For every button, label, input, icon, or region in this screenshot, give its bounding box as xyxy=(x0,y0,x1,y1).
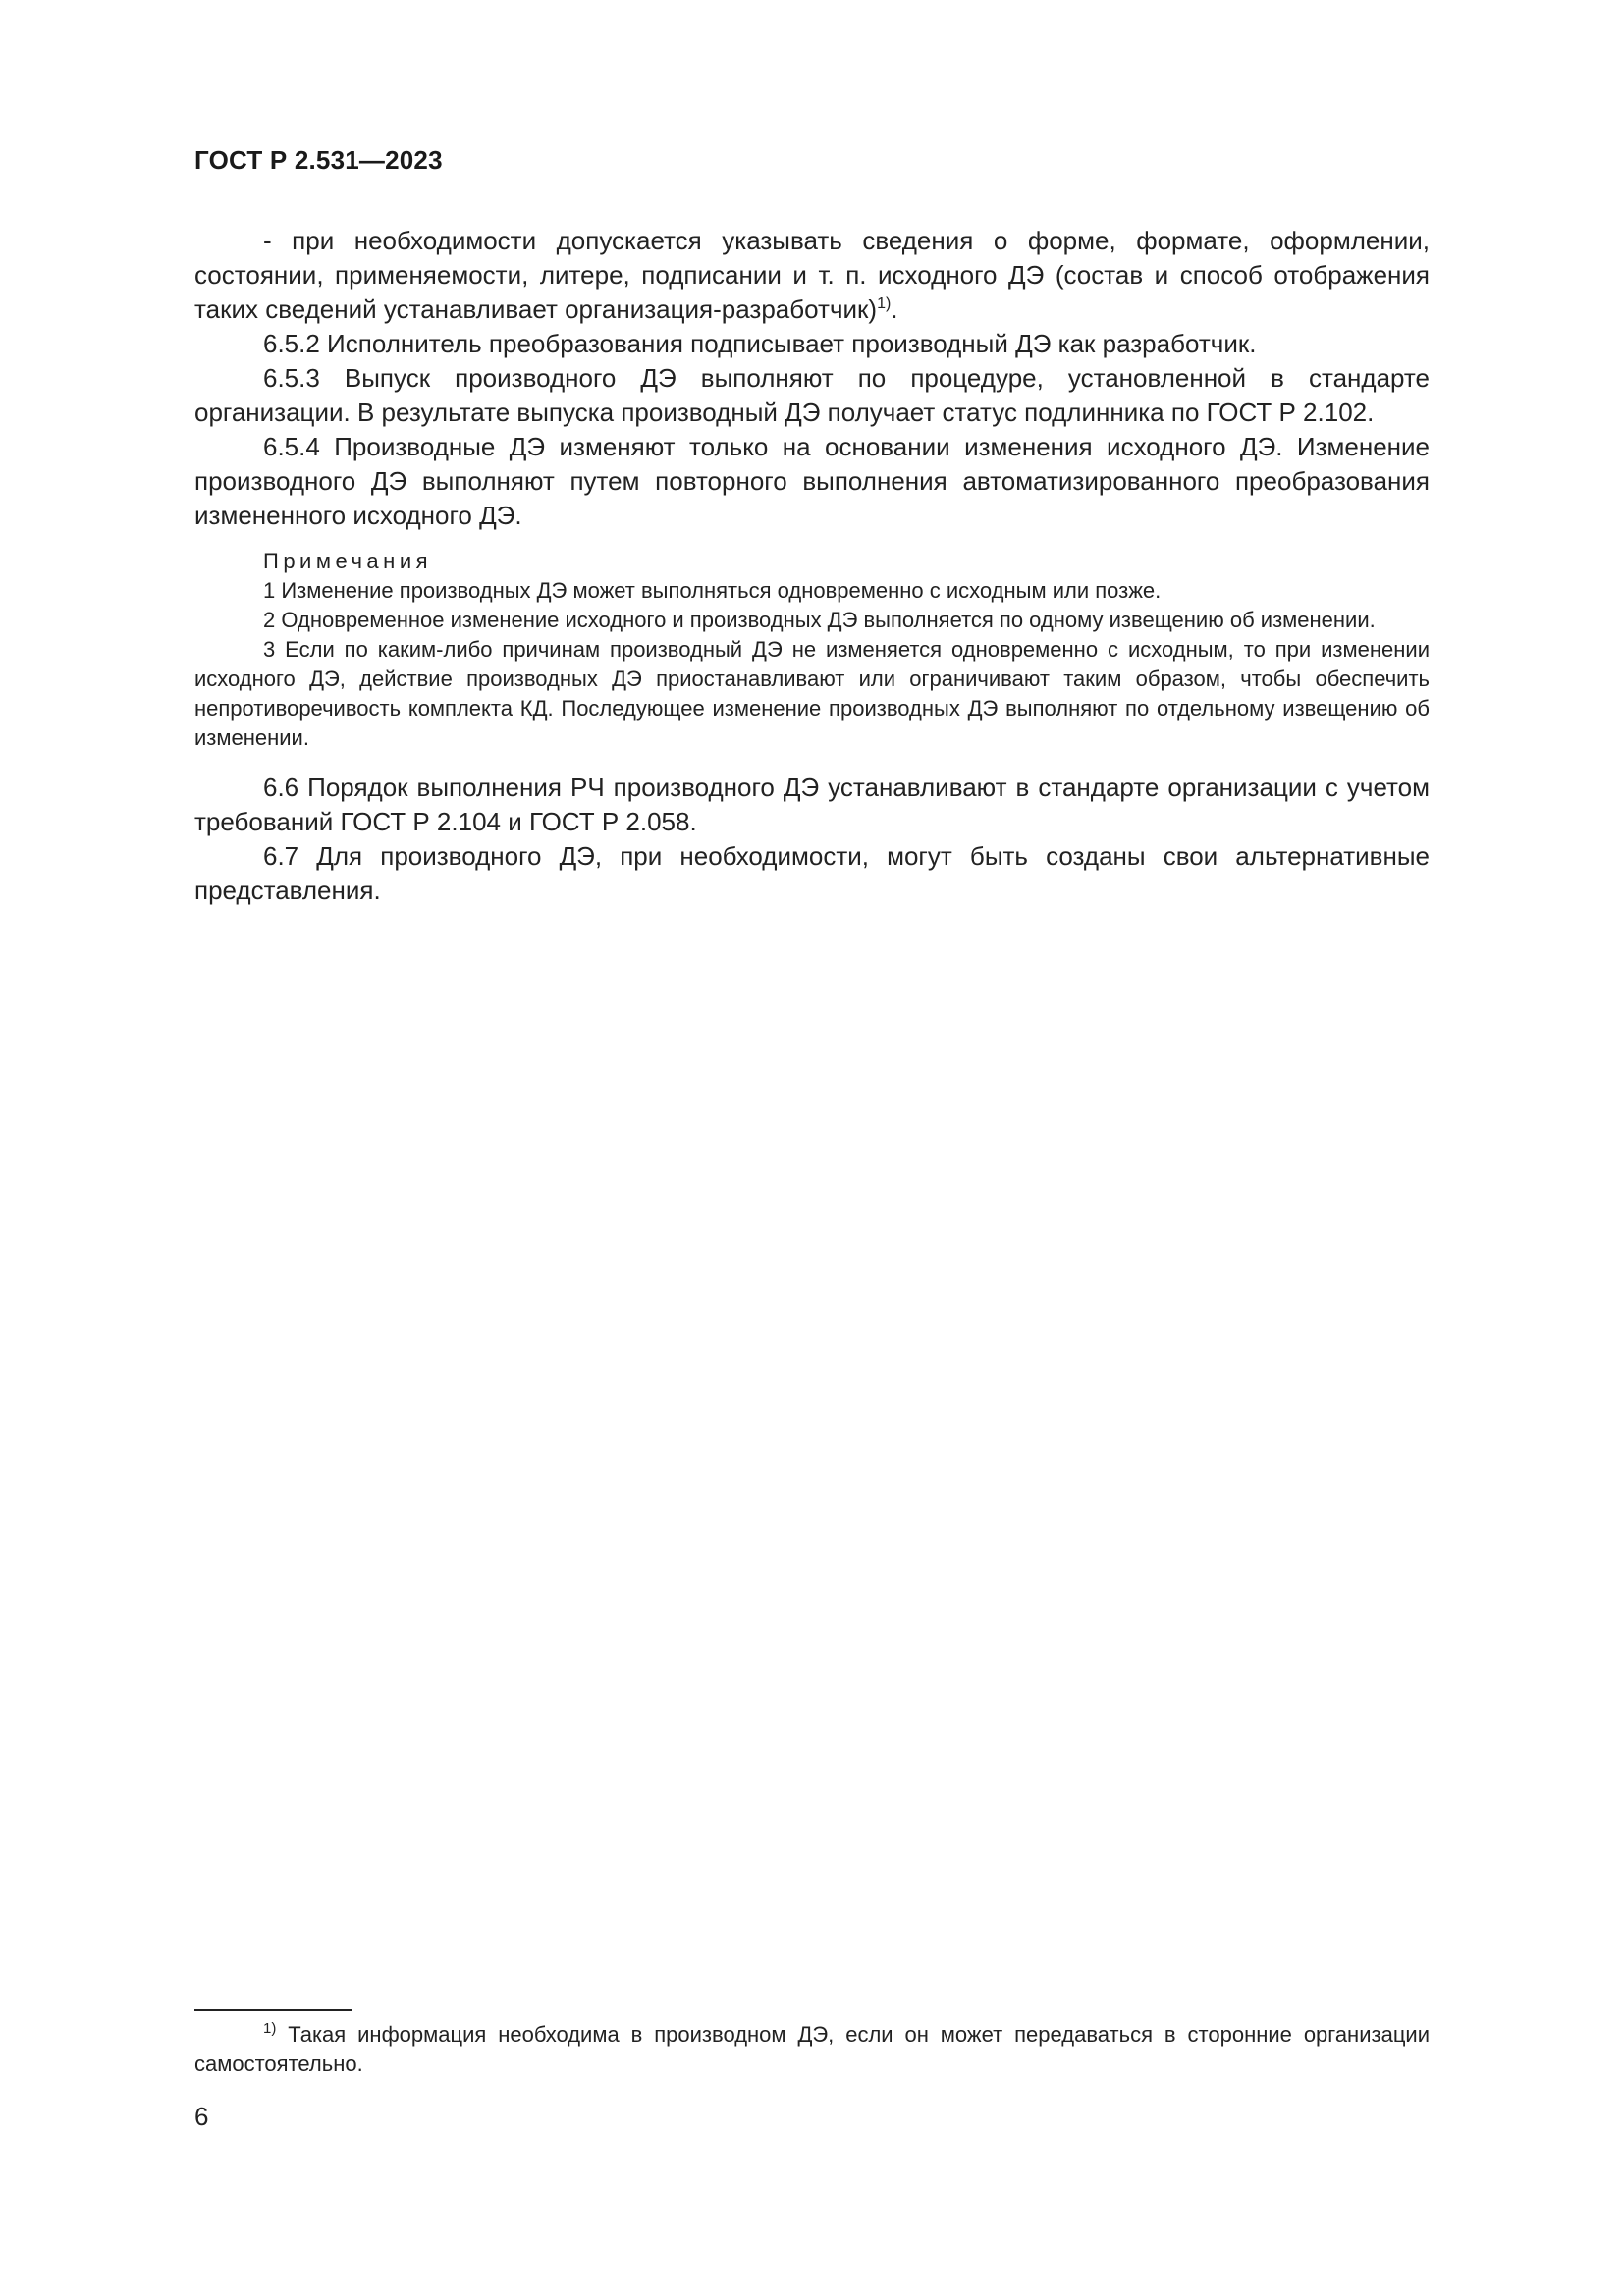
document-body xyxy=(194,224,1430,908)
page-number: 6 xyxy=(194,2102,209,2131)
footnote-marker: 1) xyxy=(263,2020,277,2037)
footnote-divider xyxy=(194,2009,352,2011)
footnote-reference: 1) xyxy=(877,295,892,312)
document-header: ГОСТ Р 2.531—2023 xyxy=(194,145,443,175)
paragraph-6-6: 6.6 Порядок выполнения РЧ производного ДЭ устанавливают в стандарте организации с учетом требований ГОСТ Р 2.104 и ГОСТ Р 2.058. xyxy=(194,773,1430,836)
note-item: 3 Если по каким-либо причинам производный ДЭ не изменяется одновременно с исходным, то при изменении исходного ДЭ, действие производных ДЭ приостанавливают или ограничивают таким образом, чтобы обеспечить непротиворечивость комплекта КД. Последующее изменение производных ДЭ выполняют по отдельному извещению об изменении. xyxy=(194,637,1430,750)
paragraph-bullet xyxy=(194,224,1430,327)
paragraph-6-5-2: 6.5.2 Исполнитель преобразования подписывает производный ДЭ как разработчик. xyxy=(263,329,1257,358)
after-notes-block xyxy=(194,771,1430,908)
footnote-paragraph xyxy=(194,2020,1430,2079)
paragraph-text: - при необходимости допускается указывать сведения о форме, формате, оформлении, состоянии, применяемости, литере, подписании и т. п. исходного ДЭ (состав и способ отображения таких сведений устанавливает организация-разработчик) xyxy=(194,226,1430,324)
note-item: 2 Одновременное изменение исходного и производных ДЭ выполняется по одному извещению об изменении. xyxy=(263,608,1376,632)
notes-title: Примечания xyxy=(263,549,433,573)
footnote xyxy=(194,2020,1430,2079)
paragraph-6-5-3: 6.5.3 Выпуск производного ДЭ выполняют по процедуре, установленной в стандарте организации. В результате выпуска производный ДЭ получает статус подлинника по ГОСТ Р 2.102. xyxy=(194,363,1430,427)
notes-block xyxy=(194,547,1430,753)
paragraph-6-5-4: 6.5.4 Производные ДЭ изменяют только на основании изменения исходного ДЭ. Изменение производного ДЭ выполняют путем повторного выполнения автоматизированного преобразования измененного исходного ДЭ. xyxy=(194,432,1430,530)
paragraph-end: . xyxy=(891,294,898,324)
note-item: 1 Изменение производных ДЭ может выполняться одновременно с исходным или позже. xyxy=(263,578,1162,603)
paragraph-6-7: 6.7 Для производного ДЭ, при необходимости, могут быть созданы свои альтернативные представления. xyxy=(194,841,1430,905)
footnote-text: Такая информация необходима в производном ДЭ, если он может передаваться в сторонние организации самостоятельно. xyxy=(194,2022,1430,2076)
